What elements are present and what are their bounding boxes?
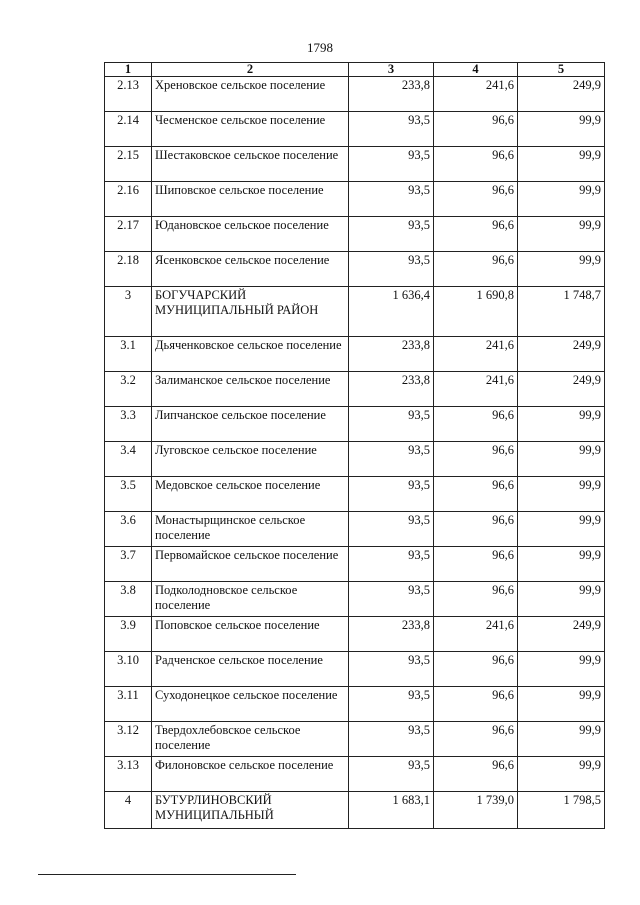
- value-col5-cell: 1 748,7: [518, 287, 605, 337]
- code-cell: 2.18: [105, 252, 152, 287]
- value-col5-cell: 99,9: [518, 252, 605, 287]
- table-row: [105, 442, 605, 477]
- table-row: [105, 337, 605, 372]
- code-cell: 3.13: [105, 757, 152, 792]
- code-cell: 2.17: [105, 217, 152, 252]
- value-col4-cell: 96,6: [434, 442, 518, 477]
- code-cell: 3.12: [105, 722, 152, 757]
- value-col3-cell: 93,5: [349, 512, 434, 547]
- value-col4-cell: 241,6: [434, 617, 518, 652]
- name-cell: Подколодновское сельское поселение: [152, 582, 349, 617]
- table-row: [105, 147, 605, 182]
- name-cell: Монастырщинское сельское поселение: [152, 512, 349, 547]
- value-col5-cell: 99,9: [518, 757, 605, 792]
- name-cell: Дьяченковское сельское поселение: [152, 337, 349, 372]
- column-header-3: 3: [349, 63, 434, 77]
- value-col4-cell: 96,6: [434, 182, 518, 217]
- table-row: [105, 217, 605, 252]
- table-row: [105, 512, 605, 547]
- table-row: [105, 252, 605, 287]
- table-row: [105, 287, 605, 337]
- code-cell: 4: [105, 792, 152, 829]
- table-row: [105, 722, 605, 757]
- name-cell: Медовское сельское поселение: [152, 477, 349, 512]
- value-col5-cell: 99,9: [518, 547, 605, 582]
- name-cell: Ясенковское сельское поселение: [152, 252, 349, 287]
- value-col4-cell: 96,6: [434, 547, 518, 582]
- value-col3-cell: 93,5: [349, 442, 434, 477]
- value-col5-cell: 99,9: [518, 477, 605, 512]
- value-col4-cell: 96,6: [434, 147, 518, 182]
- code-cell: 3.6: [105, 512, 152, 547]
- name-cell: Поповское сельское поселение: [152, 617, 349, 652]
- name-cell: Луговское сельское поселение: [152, 442, 349, 477]
- value-col4-cell: 241,6: [434, 337, 518, 372]
- value-col4-cell: 96,6: [434, 687, 518, 722]
- value-col5-cell: 99,9: [518, 652, 605, 687]
- table-row: [105, 547, 605, 582]
- name-cell: Залиманское сельское поселение: [152, 372, 349, 407]
- value-col5-cell: 99,9: [518, 217, 605, 252]
- value-col4-cell: 1 690,8: [434, 287, 518, 337]
- value-col3-cell: 233,8: [349, 372, 434, 407]
- value-col4-cell: 241,6: [434, 372, 518, 407]
- name-cell: Суходонецкое сельское поселение: [152, 687, 349, 722]
- allocation-table: [104, 62, 605, 829]
- table-row: [105, 477, 605, 512]
- value-col3-cell: 1 683,1: [349, 792, 434, 829]
- value-col5-cell: 99,9: [518, 687, 605, 722]
- name-cell: Твердохлебовское сельское поселение: [152, 722, 349, 757]
- value-col4-cell: 241,6: [434, 77, 518, 112]
- value-col3-cell: 233,8: [349, 337, 434, 372]
- table-row: [105, 182, 605, 217]
- value-col5-cell: 99,9: [518, 112, 605, 147]
- page-number: 1798: [307, 40, 333, 55]
- value-col3-cell: 93,5: [349, 652, 434, 687]
- value-col3-cell: 93,5: [349, 182, 434, 217]
- name-cell: Шиповское сельское поселение: [152, 182, 349, 217]
- code-cell: 2.13: [105, 77, 152, 112]
- header-row: [105, 63, 605, 77]
- name-cell: Хреновское сельское поселение: [152, 77, 349, 112]
- code-cell: 2.16: [105, 182, 152, 217]
- value-col5-cell: 99,9: [518, 582, 605, 617]
- name-cell: Филоновское сельское поселение: [152, 757, 349, 792]
- value-col3-cell: 93,5: [349, 582, 434, 617]
- value-col5-cell: 1 798,5: [518, 792, 605, 829]
- value-col3-cell: 93,5: [349, 252, 434, 287]
- value-col4-cell: 96,6: [434, 582, 518, 617]
- value-col3-cell: 1 636,4: [349, 287, 434, 337]
- value-col3-cell: 93,5: [349, 757, 434, 792]
- value-col4-cell: 96,6: [434, 757, 518, 792]
- code-cell: 3.11: [105, 687, 152, 722]
- value-col5-cell: 99,9: [518, 147, 605, 182]
- code-cell: 3.8: [105, 582, 152, 617]
- name-cell: Юдановское сельское поселение: [152, 217, 349, 252]
- code-cell: 3.10: [105, 652, 152, 687]
- table-row: [105, 407, 605, 442]
- value-col5-cell: 249,9: [518, 372, 605, 407]
- value-col5-cell: 99,9: [518, 722, 605, 757]
- value-col4-cell: 96,6: [434, 217, 518, 252]
- code-cell: 3.2: [105, 372, 152, 407]
- table-row: [105, 77, 605, 112]
- code-cell: 2.15: [105, 147, 152, 182]
- value-col3-cell: 233,8: [349, 77, 434, 112]
- value-col3-cell: 93,5: [349, 407, 434, 442]
- code-cell: 2.14: [105, 112, 152, 147]
- name-cell: Радченское сельское поселение: [152, 652, 349, 687]
- column-header-4: 4: [434, 63, 518, 77]
- value-col5-cell: 99,9: [518, 442, 605, 477]
- value-col3-cell: 93,5: [349, 547, 434, 582]
- value-col4-cell: 96,6: [434, 477, 518, 512]
- name-cell: Первомайское сельское поселение: [152, 547, 349, 582]
- name-cell: БУТУРЛИНОВСКИЙ МУНИЦИПАЛЬНЫЙ: [152, 792, 349, 829]
- value-col4-cell: 96,6: [434, 652, 518, 687]
- code-cell: 3.9: [105, 617, 152, 652]
- name-cell: Чесменское сельское поселение: [152, 112, 349, 147]
- value-col3-cell: 93,5: [349, 112, 434, 147]
- name-cell: Липчанское сельское поселение: [152, 407, 349, 442]
- value-col5-cell: 99,9: [518, 182, 605, 217]
- value-col4-cell: 1 739,0: [434, 792, 518, 829]
- column-header-2: 2: [152, 63, 349, 77]
- value-col3-cell: 93,5: [349, 477, 434, 512]
- column-header-1: 1: [105, 63, 152, 77]
- name-cell: БОГУЧАРСКИЙ МУНИЦИПАЛЬНЫЙ РАЙОН: [152, 287, 349, 337]
- value-col4-cell: 96,6: [434, 512, 518, 547]
- value-col3-cell: 93,5: [349, 217, 434, 252]
- table-row: [105, 372, 605, 407]
- table-row: [105, 652, 605, 687]
- value-col4-cell: 96,6: [434, 722, 518, 757]
- value-col3-cell: 93,5: [349, 687, 434, 722]
- value-col3-cell: 93,5: [349, 722, 434, 757]
- value-col3-cell: 233,8: [349, 617, 434, 652]
- value-col3-cell: 93,5: [349, 147, 434, 182]
- table-row: [105, 687, 605, 722]
- value-col4-cell: 96,6: [434, 112, 518, 147]
- code-cell: 3.3: [105, 407, 152, 442]
- table-row: [105, 792, 605, 829]
- value-col5-cell: 99,9: [518, 512, 605, 547]
- code-cell: 3.1: [105, 337, 152, 372]
- table-row: [105, 617, 605, 652]
- column-header-5: 5: [518, 63, 605, 77]
- code-cell: 3: [105, 287, 152, 337]
- code-cell: 3.5: [105, 477, 152, 512]
- code-cell: 3.4: [105, 442, 152, 477]
- value-col5-cell: 249,9: [518, 617, 605, 652]
- table-row: [105, 757, 605, 792]
- footnote-separator: [38, 874, 296, 875]
- value-col4-cell: 96,6: [434, 407, 518, 442]
- table-row: [105, 582, 605, 617]
- value-col5-cell: 249,9: [518, 77, 605, 112]
- value-col4-cell: 96,6: [434, 252, 518, 287]
- value-col5-cell: 249,9: [518, 337, 605, 372]
- table-row: [105, 112, 605, 147]
- name-cell: Шестаковское сельское поселение: [152, 147, 349, 182]
- code-cell: 3.7: [105, 547, 152, 582]
- value-col5-cell: 99,9: [518, 407, 605, 442]
